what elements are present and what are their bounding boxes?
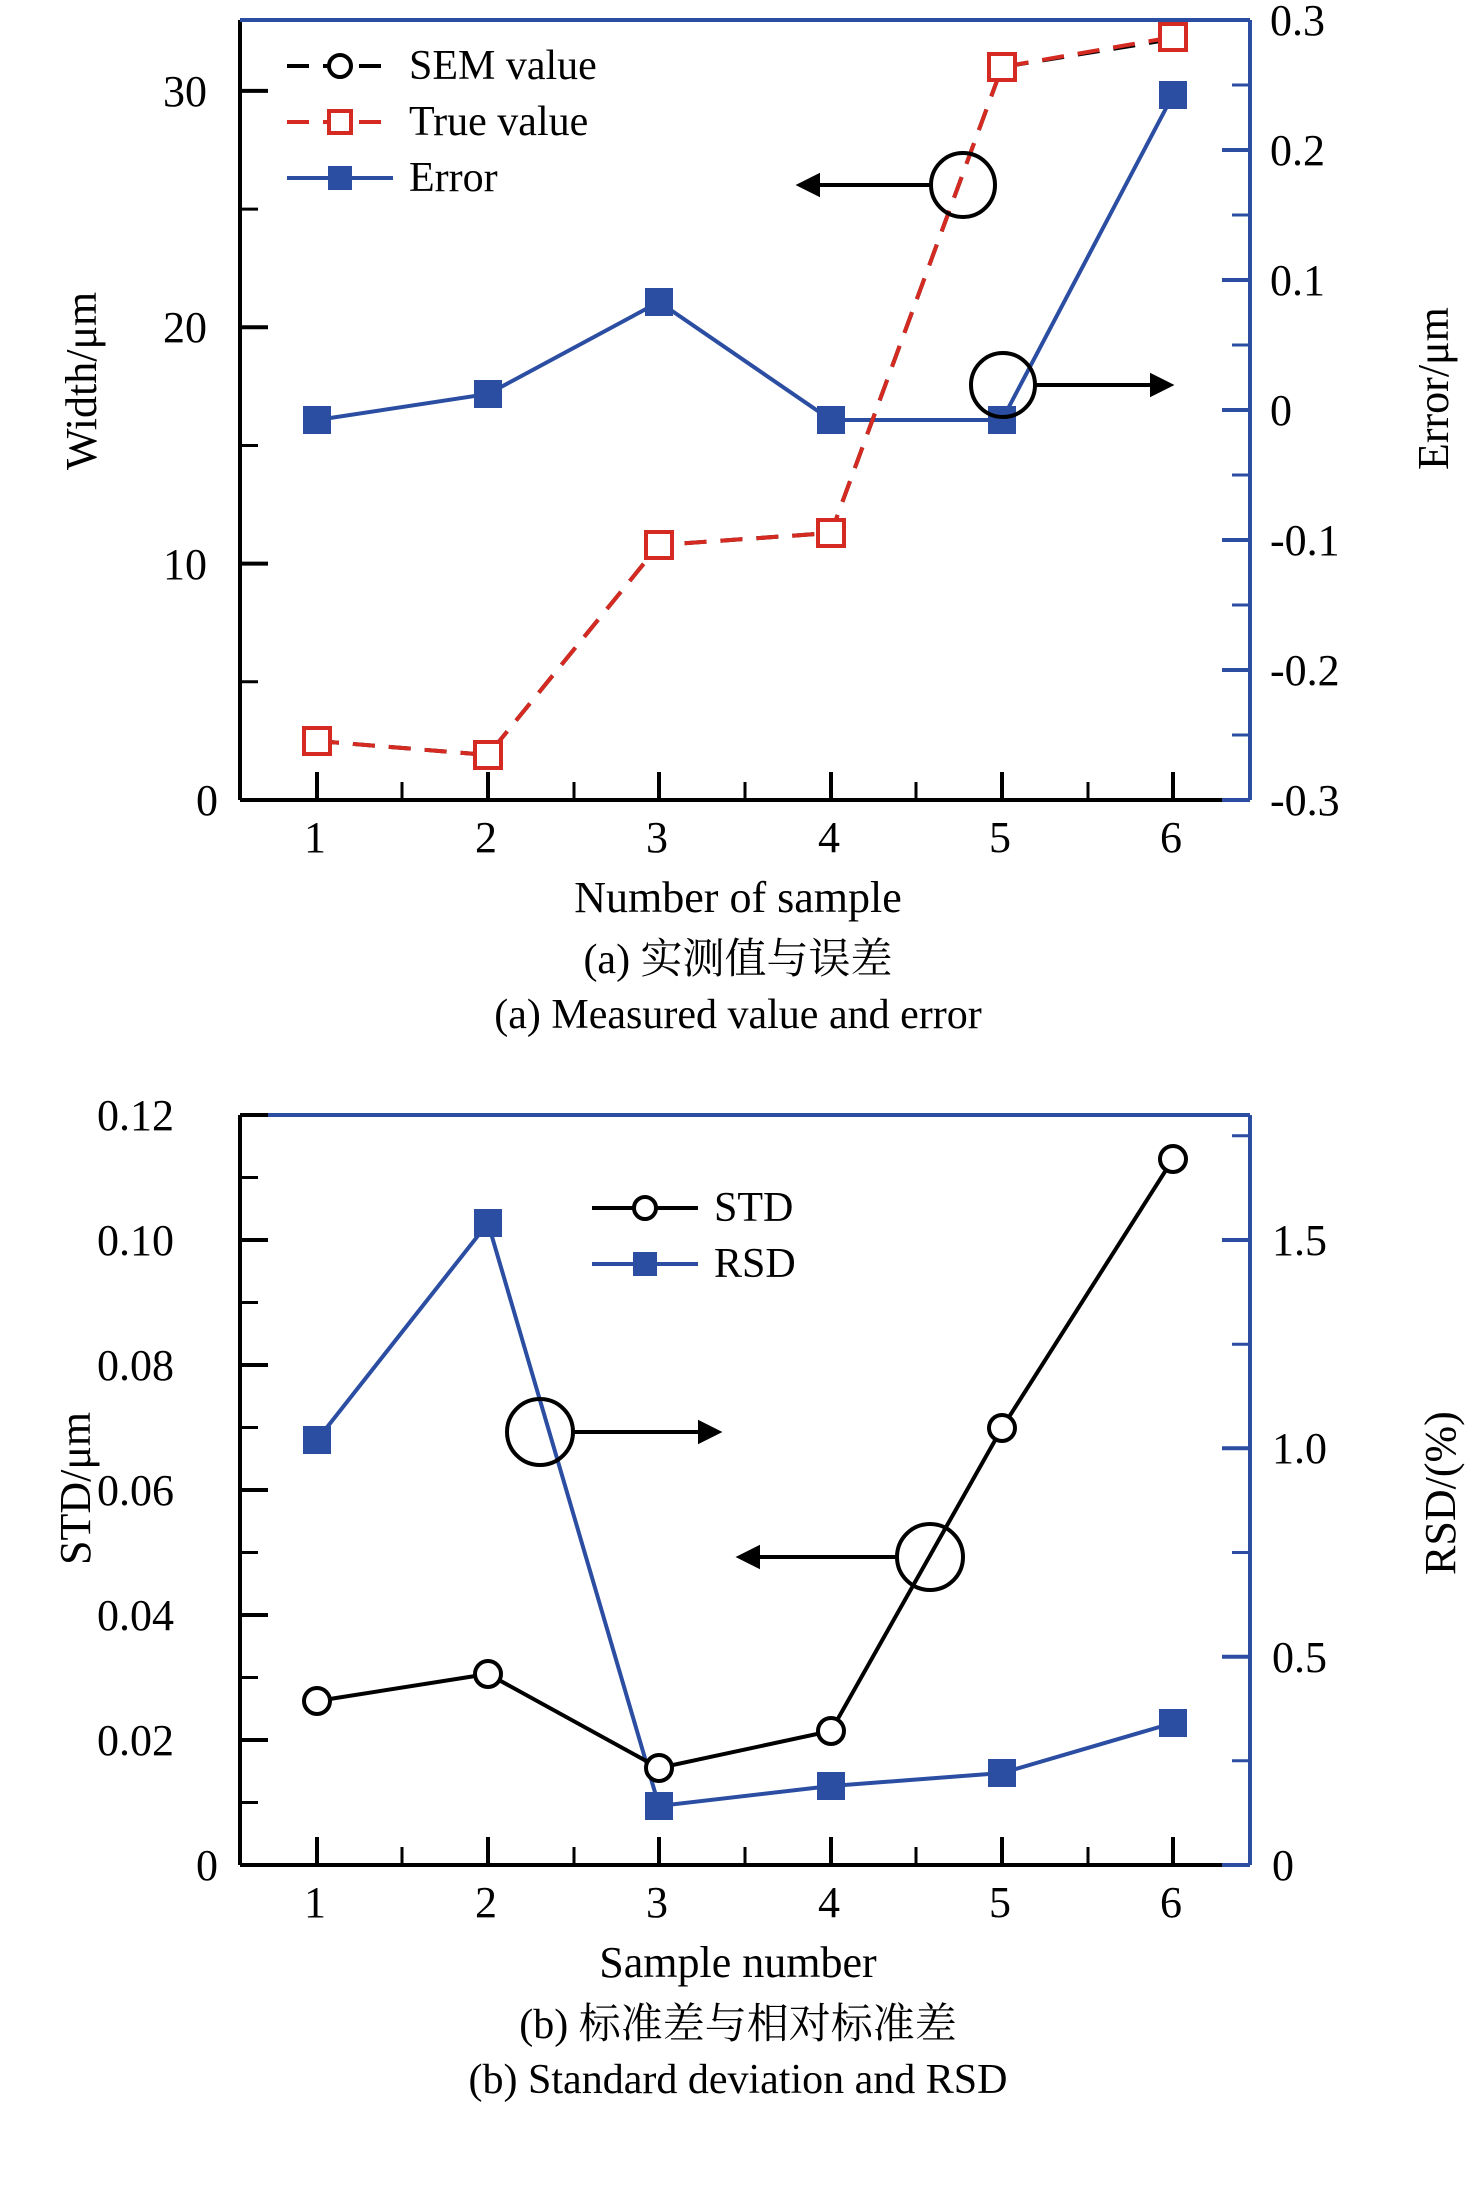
figure-a-ytick-left-10: 10 [163,540,207,589]
figure-b-xtick-2: 2 [475,1878,497,1927]
figure-a-xtick-3: 3 [646,813,668,862]
figure-b-ytick-right-15: 1.5 [1272,1216,1327,1265]
figure-b-ytick-left-0: 0 [196,1841,218,1890]
figure-b-ylabel-left: STD/μm [51,1411,100,1565]
figure-a-legend [285,38,597,206]
figure-b-xtick-1: 1 [304,1878,326,1927]
legend-item-sem-value [285,38,597,94]
figure-a-xlabel: Number of sample [574,873,902,922]
legend-label-true-value: True value [409,99,589,145]
figure-a-caption-cn: (a) 实测值与误差 [583,937,893,983]
legend-label-sem-value: SEM value [409,43,597,89]
figure-b-ytick-left-002: 0.02 [97,1716,174,1765]
legend-marker-rsd [590,1248,700,1280]
figure-b-ytick-right-0: 0 [1272,1841,1294,1890]
figure-b-ytick-left-010: 0.10 [97,1216,174,1265]
figure-a-ytick-right-0: 0 [1270,386,1292,435]
figure-b-xtick-6: 6 [1160,1878,1182,1927]
legend-item-error [285,150,597,206]
figure-a-plot [0,0,1476,880]
figure-a-ytick-right-01: 0.1 [1270,256,1325,305]
figure-a-xtick-4: 4 [818,813,840,862]
figure-a-caption [0,932,1476,1043]
figure-a [0,0,1476,1085]
figure-a-caption-en: (a) Measured value and error [494,991,982,1038]
figure-b-xtick-5: 5 [989,1878,1011,1927]
legend-item-true-value [285,94,597,150]
figure-a-ytick-right-02: 0.2 [1270,126,1325,175]
figure-a-ytick-left-0: 0 [196,776,218,825]
legend-marker-std [590,1192,700,1224]
figure-b-ytick-left-004: 0.04 [97,1591,174,1640]
figure-b-ytick-left-012: 0.12 [97,1091,174,1140]
figure-b-ytick-left-008: 0.08 [97,1341,174,1390]
figure-b-ytick-right-05: 0.5 [1272,1633,1327,1682]
figure-a-ytick-right-03: 0.3 [1270,0,1325,45]
figure-b-xlabel: Sample number [599,1938,877,1987]
figure-b-caption [0,1997,1476,2108]
figure-b-ylabel-right: RSD/(%) [1416,1411,1465,1575]
figure-a-ylabel-right: Error/μm [1409,307,1458,470]
legend-label-rsd: RSD [714,1241,796,1287]
figure-a-ytick-left-20: 20 [163,303,207,352]
figure-a-xtick-5: 5 [989,813,1011,862]
figure-b-ytick-left-006: 0.06 [97,1466,174,1515]
figure-b-ytick-right-10: 1.0 [1272,1424,1327,1473]
figure-b-caption-cn: (b) 标准差与相对标准差 [519,2002,957,2048]
figure-a-ytick-right-m01: -0.1 [1270,516,1340,565]
legend-label-std: STD [714,1185,794,1231]
figure-b [0,1091,1476,2205]
legend-item-std [590,1180,796,1236]
legend-label-error: Error [409,155,498,201]
legend-marker-sem-value [285,50,395,82]
figure-a-ytick-right-m03: -0.3 [1270,776,1340,825]
legend-marker-true-value [285,106,395,138]
figure-b-xtick-4: 4 [818,1878,840,1927]
figure-b-legend [590,1180,796,1292]
legend-marker-error [285,162,395,194]
figure-a-ytick-left-30: 30 [163,67,207,116]
figure-a-ylabel-left: Width/μm [57,291,106,470]
figure-a-xtick-1: 1 [304,813,326,862]
figure-a-xtick-2: 2 [475,813,497,862]
figure-b-caption-en: (b) Standard deviation and RSD [468,2056,1008,2103]
figure-a-ytick-right-m02: -0.2 [1270,646,1340,695]
legend-item-rsd [590,1236,796,1292]
figure-a-xtick-6: 6 [1160,813,1182,862]
figure-b-xtick-3: 3 [646,1878,668,1927]
